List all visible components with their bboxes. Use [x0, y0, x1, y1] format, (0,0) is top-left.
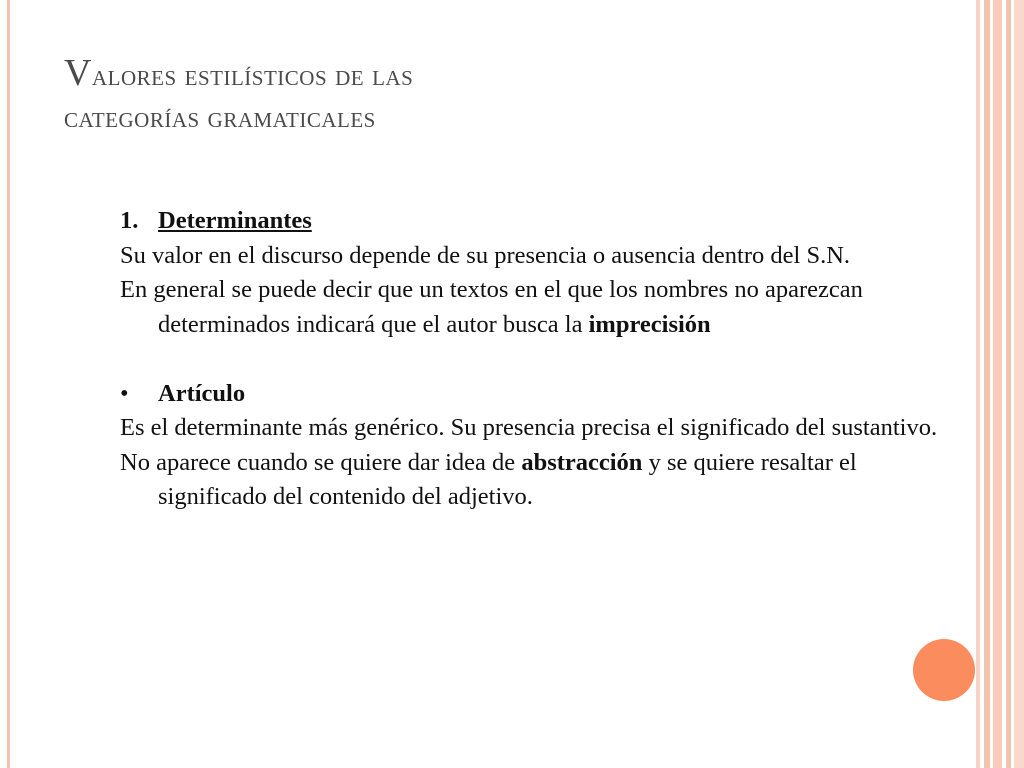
right-frame-stripe — [993, 0, 1002, 768]
spacer — [120, 342, 950, 377]
section-heading-articulo — [120, 377, 950, 412]
right-frame-stripe — [1006, 0, 1011, 768]
section-title: Determinantes — [158, 207, 312, 234]
section-heading-determinantes — [120, 204, 950, 239]
title-line-2: categorías gramaticales — [64, 101, 376, 134]
paragraph-text: No aparece cuando se quiere dar idea de — [120, 448, 522, 476]
paragraph — [120, 446, 950, 515]
paragraph — [120, 273, 950, 342]
right-frame-stripe — [976, 0, 980, 768]
decorative-circle — [913, 639, 975, 701]
section-number: 1. — [120, 207, 139, 234]
bold-term: abstracción — [521, 448, 643, 476]
paragraph: Es el determinante más genérico. Su presencia precisa el significado del sustantivo. — [120, 414, 938, 441]
section-title: Artículo — [158, 379, 246, 407]
title-line-1 — [64, 52, 944, 97]
title-line-1-text: alores estilísticos de las — [91, 59, 414, 92]
left-frame-stripe — [7, 0, 10, 768]
slide-title — [64, 52, 944, 139]
paragraph: Su valor en el discurso depende de su presencia o ausencia dentro del S.N. — [120, 241, 851, 269]
bullet: • — [120, 379, 129, 407]
paragraph-text: y se quiere resaltar el significado del contenido del adjetivo. — [158, 448, 857, 510]
bold-term: imprecisión — [588, 310, 711, 338]
title-initial: V — [64, 52, 92, 94]
right-frame-stripe — [1014, 0, 1024, 768]
paragraph-text: En general se puede decir que un textos en el que los nombres no aparezcan determinados indicará que el autor busca la — [120, 276, 863, 338]
right-frame-stripe — [984, 0, 990, 768]
slide-body — [120, 204, 950, 515]
